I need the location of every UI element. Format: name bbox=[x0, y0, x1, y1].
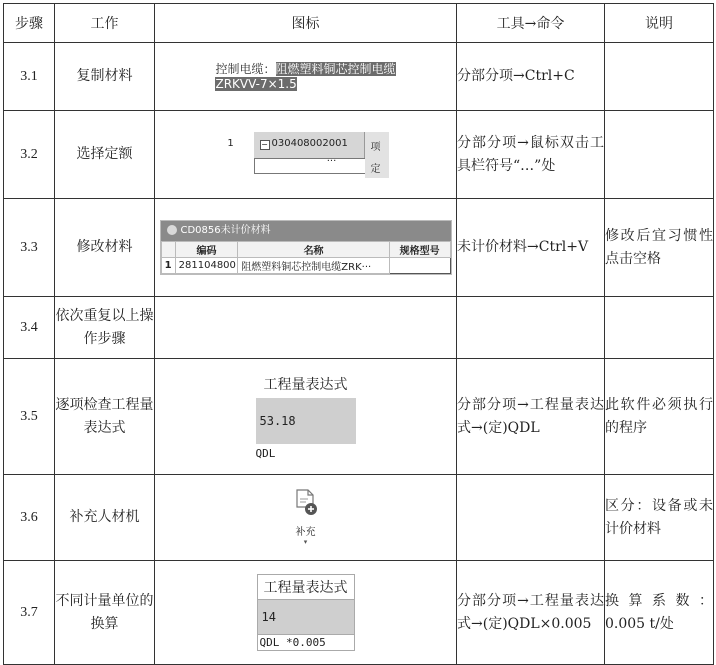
header-step: 步骤 bbox=[4, 4, 55, 43]
table-row bbox=[4, 297, 714, 359]
grid-header-cell: 规格型号 bbox=[389, 242, 450, 258]
item-code: 030408002001 bbox=[271, 137, 348, 149]
step-number: 3.5 bbox=[4, 359, 55, 475]
grid-cell[interactable] bbox=[389, 258, 450, 274]
ellipsis-button[interactable]: ··· bbox=[326, 155, 337, 167]
note-cell bbox=[605, 43, 714, 111]
tool-cell: 分部分项→鼠标双击工具栏符号“…”处 bbox=[457, 111, 605, 199]
header-icon: 图标 bbox=[155, 4, 457, 43]
expression-value[interactable]: 53.18 bbox=[256, 398, 356, 444]
work-cell: 依次重复以上操作步骤 bbox=[55, 297, 155, 359]
material-panel-snippet bbox=[160, 220, 452, 275]
grid-header-cell: 编码 bbox=[175, 242, 238, 258]
expression-value[interactable]: 14 bbox=[257, 599, 355, 635]
quantity-expression-snippet bbox=[256, 374, 356, 460]
expression-formula: QDL bbox=[255, 446, 276, 460]
icon-cell bbox=[155, 199, 457, 297]
step-number: 3.1 bbox=[4, 43, 55, 111]
step-number: 3.6 bbox=[4, 475, 55, 561]
table-row bbox=[4, 475, 714, 561]
panel-title: CD0856未计价材料 bbox=[180, 225, 271, 236]
table-row bbox=[4, 359, 714, 475]
quantity-expression-snippet bbox=[257, 574, 355, 651]
grid-row[interactable] bbox=[161, 258, 450, 274]
grid-cell[interactable]: 阻燃塑料铜芯控制电缆ZRK··· bbox=[238, 258, 390, 274]
table-row bbox=[4, 111, 714, 199]
procedure-table bbox=[3, 3, 714, 665]
expression-caption: 工程量表达式 bbox=[257, 574, 355, 599]
supplement-label: 补充 bbox=[295, 527, 316, 538]
panel-logo-icon bbox=[167, 225, 177, 235]
header-row bbox=[4, 4, 714, 43]
step-number: 3.4 bbox=[4, 297, 55, 359]
work-cell: 修改材料 bbox=[55, 199, 155, 297]
chevron-down-icon[interactable]: ▾ bbox=[303, 538, 308, 546]
quota-grid-snippet bbox=[221, 132, 391, 178]
step-number: 3.3 bbox=[4, 199, 55, 297]
icon-cell bbox=[155, 359, 457, 475]
grid-header-cell bbox=[161, 242, 175, 258]
type-quota: 定 bbox=[370, 163, 381, 175]
code-cell bbox=[254, 132, 365, 158]
tool-cell: 分部分项→Ctrl+C bbox=[457, 43, 605, 111]
expression-caption: 工程量表达式 bbox=[263, 376, 348, 393]
table-row bbox=[4, 561, 714, 665]
step-number: 3.2 bbox=[4, 111, 55, 199]
icon-cell bbox=[155, 111, 457, 199]
grid-header bbox=[161, 242, 450, 258]
work-cell: 不同计量单位的换算 bbox=[55, 561, 155, 665]
header-tool: 工具→命令 bbox=[457, 4, 605, 43]
snippet-prefix: 控制电缆： bbox=[215, 61, 276, 76]
highlighted-text-snippet bbox=[215, 62, 395, 92]
step-number: 3.7 bbox=[4, 561, 55, 665]
tool-cell bbox=[457, 475, 605, 561]
material-grid bbox=[161, 241, 451, 274]
expression-formula: QDL *0.005 bbox=[257, 635, 355, 651]
snippet-selected: 阻燃塑料铜芯控制电缆 bbox=[275, 61, 396, 76]
type-item: 项 bbox=[370, 141, 381, 153]
panel-title-bar bbox=[161, 221, 451, 241]
work-cell: 补充人材机 bbox=[55, 475, 155, 561]
header-work: 工作 bbox=[55, 4, 155, 43]
collapse-icon[interactable]: − bbox=[261, 139, 268, 149]
header-note: 说明 bbox=[605, 4, 714, 43]
grid-cell: 1 bbox=[161, 258, 175, 274]
table-row bbox=[4, 43, 714, 111]
note-cell: 此软件必须执行的程序 bbox=[605, 359, 714, 475]
supplement-button[interactable] bbox=[286, 489, 326, 546]
work-cell: 逐项检查工程量表达式 bbox=[55, 359, 155, 475]
note-cell: 区分：设备或未计价材料 bbox=[605, 475, 714, 561]
icon-cell bbox=[155, 475, 457, 561]
type-column bbox=[365, 132, 389, 178]
icon-cell bbox=[155, 297, 457, 359]
tool-cell: 分部分项→工程量表达式→(定)QDL bbox=[457, 359, 605, 475]
snippet-line2: ZRKVV-7×1.5 bbox=[215, 76, 297, 91]
work-cell: 复制材料 bbox=[55, 43, 155, 111]
note-cell: 换算系数：0.005 t/处 bbox=[605, 561, 714, 665]
grid-cell[interactable]: 281104800 bbox=[175, 258, 238, 274]
add-document-icon bbox=[294, 489, 318, 517]
tool-cell bbox=[457, 297, 605, 359]
table-row bbox=[4, 199, 714, 297]
note-cell bbox=[605, 111, 714, 199]
note-cell bbox=[605, 297, 714, 359]
quota-input-box[interactable] bbox=[254, 155, 376, 174]
icon-cell bbox=[155, 43, 457, 111]
note-cell: 修改后宜习惯性点击空格 bbox=[605, 199, 714, 297]
grid-header-cell: 名称 bbox=[238, 242, 390, 258]
tool-cell: 未计价材料→Ctrl+V bbox=[457, 199, 605, 297]
tool-cell: 分部分项→工程量表达式→(定)QDL×0.005 bbox=[457, 561, 605, 665]
work-cell: 选择定额 bbox=[55, 111, 155, 199]
icon-cell bbox=[155, 561, 457, 665]
row-number: 1 bbox=[227, 137, 234, 149]
